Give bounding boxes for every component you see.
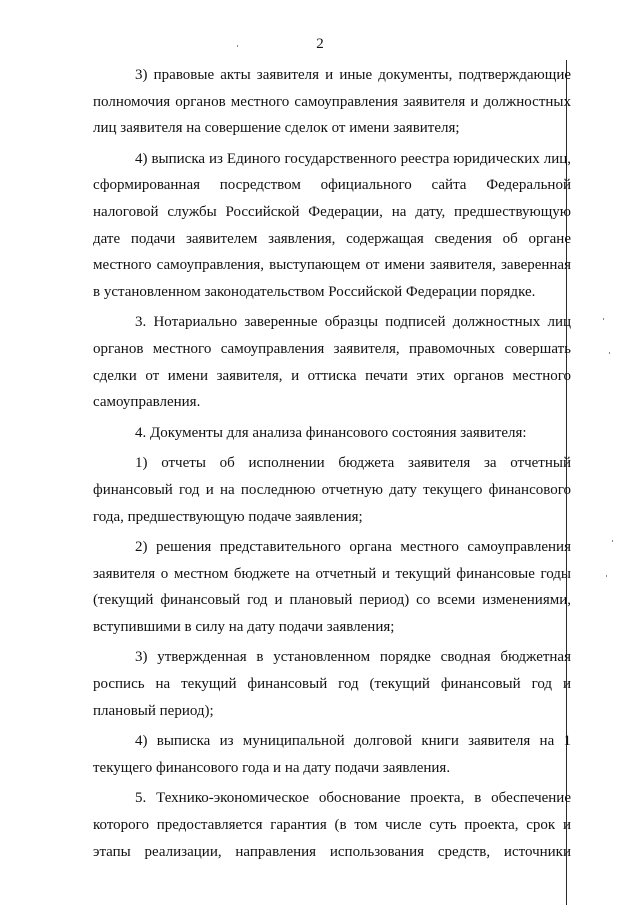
text-line: 3) утвержденная в установленном порядке сводная бюджетная — [135, 649, 571, 666]
text-line: дате подачи заявителем заявления, содержащая сведения об органе — [93, 230, 571, 247]
page-number: 2 — [316, 36, 324, 52]
paragraph — [93, 785, 571, 865]
text-line: которого предоставляется гарантия (в том числе суть проекта, срок и — [93, 817, 571, 834]
text-line: 3) правовые акты заявителя и иные документы, подтверждающие — [135, 67, 571, 83]
paragraph — [93, 309, 571, 415]
text-line: текущего финансового года и на дату подачи заявления. — [93, 759, 451, 776]
text-line: вступившими в силу на дату подачи заявления; — [93, 618, 395, 635]
text-line: плановый период); — [93, 702, 214, 719]
text-line: этапы реализации, направления использования средств, источники — [93, 843, 571, 860]
text-line: 1) отчеты об исполнении бюджета заявителя за отчетный — [135, 455, 571, 472]
scan-speck — [603, 318, 604, 320]
text-line: в установленном законодательством Российской Федерации порядке. — [93, 283, 536, 300]
text-line: 2) решения представительного органа местного самоуправления — [135, 539, 571, 556]
paragraph — [93, 62, 571, 142]
text-line: заявителя о местном бюджете на отчетный и текущий финансовые годы — [93, 565, 571, 582]
text-line: финансовый год и на последнюю отчетную дату текущего финансового — [93, 481, 571, 498]
paragraph — [93, 420, 571, 447]
text-line: сделки от имени заявителя, и оттиска печати этих органов местного — [93, 367, 571, 384]
text-line: сформированная посредством официального сайта Федеральной — [93, 177, 571, 194]
text-line: 4) выписка из муниципальной долговой книги заявителя на 1 — [135, 733, 571, 750]
text-line: роспись на текущий финансовый год (текущий финансовый год и — [93, 676, 571, 693]
paragraph — [93, 534, 571, 640]
text-line: 4. Документы для анализа финансового состояния заявителя: — [135, 424, 527, 441]
paragraph — [93, 728, 571, 781]
text-line: полномочия органов местного самоуправления заявителя и должностных — [93, 93, 571, 110]
document-body — [93, 62, 571, 865]
text-line: лиц заявителя на совершение сделок от имени заявителя; — [93, 120, 460, 137]
scan-speck — [606, 575, 607, 577]
text-line: (текущий финансовый год и плановый период) со всеми изменениями, — [93, 592, 571, 609]
scan-speck — [609, 352, 610, 354]
paragraph — [93, 644, 571, 724]
text-line: органов местного самоуправления заявителя, правомочных совершать — [93, 340, 571, 357]
text-line: года, предшествующую подаче заявления; — [93, 508, 363, 525]
paragraph — [93, 450, 571, 530]
paragraph — [93, 146, 571, 306]
text-line: 4) выписка из Единого государственного реестра юридических лиц, — [135, 150, 571, 167]
text-line: 5. Технико-экономическое обоснование проекта, в обеспечение — [135, 790, 571, 807]
scan-speck — [612, 540, 613, 542]
text-line: налоговой службы Российской Федерации, на дату, предшествующую — [93, 203, 571, 220]
text-line: самоуправления. — [93, 394, 201, 411]
text-line: местного самоуправления, выступающем от имени заявителя, заверенная — [93, 257, 571, 274]
text-line: 3. Нотариально заверенные образцы подписей должностных лиц — [135, 314, 571, 331]
scan-speck — [237, 45, 238, 47]
